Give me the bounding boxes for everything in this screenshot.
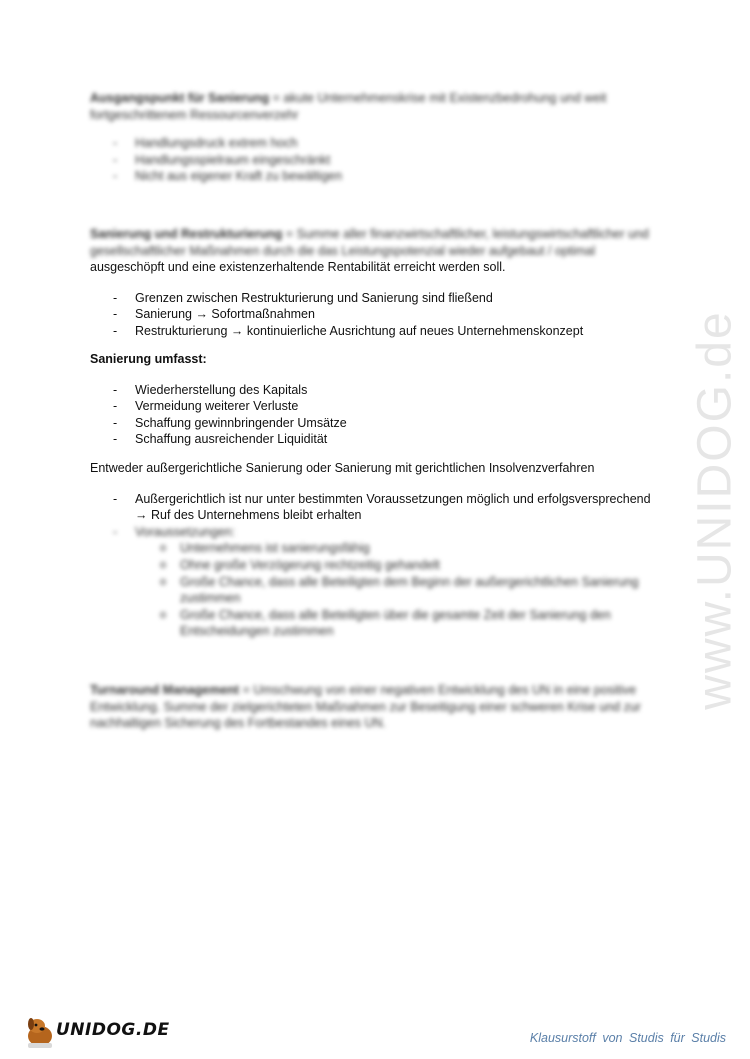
paragraph: Entweder außergerichtliche Sanierung oder Sanierung mit gerichtlichen Insolvenzverfahren — [90, 461, 595, 475]
footer-tagline: Klausurstoff von Studis für Studis — [529, 1031, 726, 1045]
definition-paragraph — [90, 90, 670, 123]
list-item: - Voraussetzungen: — [90, 524, 670, 541]
section-heading: Sanierung umfasst: — [90, 352, 207, 366]
sub-list-item: o Große Chance, dass alle Beteiligten über die gesamte Zeit der Sanierung den Entscheidungen zustimmen — [90, 607, 670, 640]
definition-text: = Summe aller finanzwirtschaftlicher, leistungswirtschaftlicher und gesellschaftlicher Maßnahmen durch die das Leistungspotenzial wieder aufgebaut / optimal — [90, 227, 649, 258]
section-ausgangspunkt — [90, 90, 670, 185]
section-sanierungsarten — [90, 460, 670, 640]
unidog-logo — [22, 1012, 170, 1050]
list-item: - Handlungsspielraum eingeschränkt — [90, 152, 670, 169]
bullet-list — [90, 135, 670, 185]
sub-bullet-list — [90, 540, 670, 640]
list-item: - Schaffung ausreichender Liquidität — [90, 431, 670, 448]
list-item: - Wiederherstellung des Kapitals — [90, 382, 670, 399]
list-item: - Nicht aus eigener Kraft zu bewältigen — [90, 168, 670, 185]
list-item — [90, 491, 670, 524]
definition-paragraph — [90, 682, 670, 732]
logo-text: UNIDOG.DE — [56, 1020, 170, 1040]
definition-continuation: ausgeschöpft und eine existenzerhaltende Rentabilität erreicht werden soll. — [90, 260, 506, 275]
section-sanierung-restrukturierung — [90, 226, 670, 340]
list-item: - Grenzen zwischen Restrukturierung und Sanierung sind fließend — [90, 290, 670, 307]
definition-term: Ausgangspunkt für Sanierung — [90, 91, 270, 105]
definition-paragraph-blurred — [90, 226, 670, 259]
sub-list-item: o Ohne große Verzögerung rechtzeitig gehandelt — [90, 557, 670, 574]
sub-list-item: o Große Chance, dass alle Beteiligten dem Beginn der außergerichtlichen Sanierung zustimmen — [90, 574, 670, 607]
list-item: - Restrukturierung → kontinuierliche Ausrichtung auf neues Unternehmenskonzept — [90, 323, 670, 340]
section-sanierung-umfasst — [90, 351, 670, 448]
list-item-line: → Ruf des Unternehmens bleibt erhalten — [135, 508, 362, 523]
list-item: - Vermeidung weiterer Verluste — [90, 398, 670, 415]
watermark: www.UNIDOG.de — [688, 310, 742, 710]
list-item: - Sanierung → Sofortmaßnahmen — [90, 306, 670, 323]
section-turnaround — [90, 682, 670, 732]
list-item: - Schaffung gewinnbringender Umsätze — [90, 415, 670, 432]
sub-list-item: o Unternehmens ist sanierungsfähig — [90, 540, 670, 557]
definition-term: Turnaround Management — [90, 683, 240, 697]
list-item: - Handlungsdruck extrem hoch — [90, 135, 670, 152]
definition-text: = akute Unternehmenskrise mit Existenzbedrohung und weit fortgeschrittenem Ressourcenverzehr — [90, 91, 607, 122]
definition-term: Sanierung und Restrukturierung — [90, 227, 283, 241]
bullet-list — [90, 290, 670, 340]
list-item-line: - Außergerichtlich ist nur unter bestimmten Voraussetzungen möglich und erfolgsversprechend — [135, 491, 651, 506]
definition-text: = Umschwung von einer negativen Entwicklung des UN in eine positive Entwicklung. Summe der zielgerichteten Maßnahmen zur Beseitigung einer schweren Krise und zur nachhaltigen Sicherung des Fortbestandes eines UN. — [90, 683, 641, 731]
bullet-list — [90, 382, 670, 448]
bullet-list — [90, 491, 670, 541]
